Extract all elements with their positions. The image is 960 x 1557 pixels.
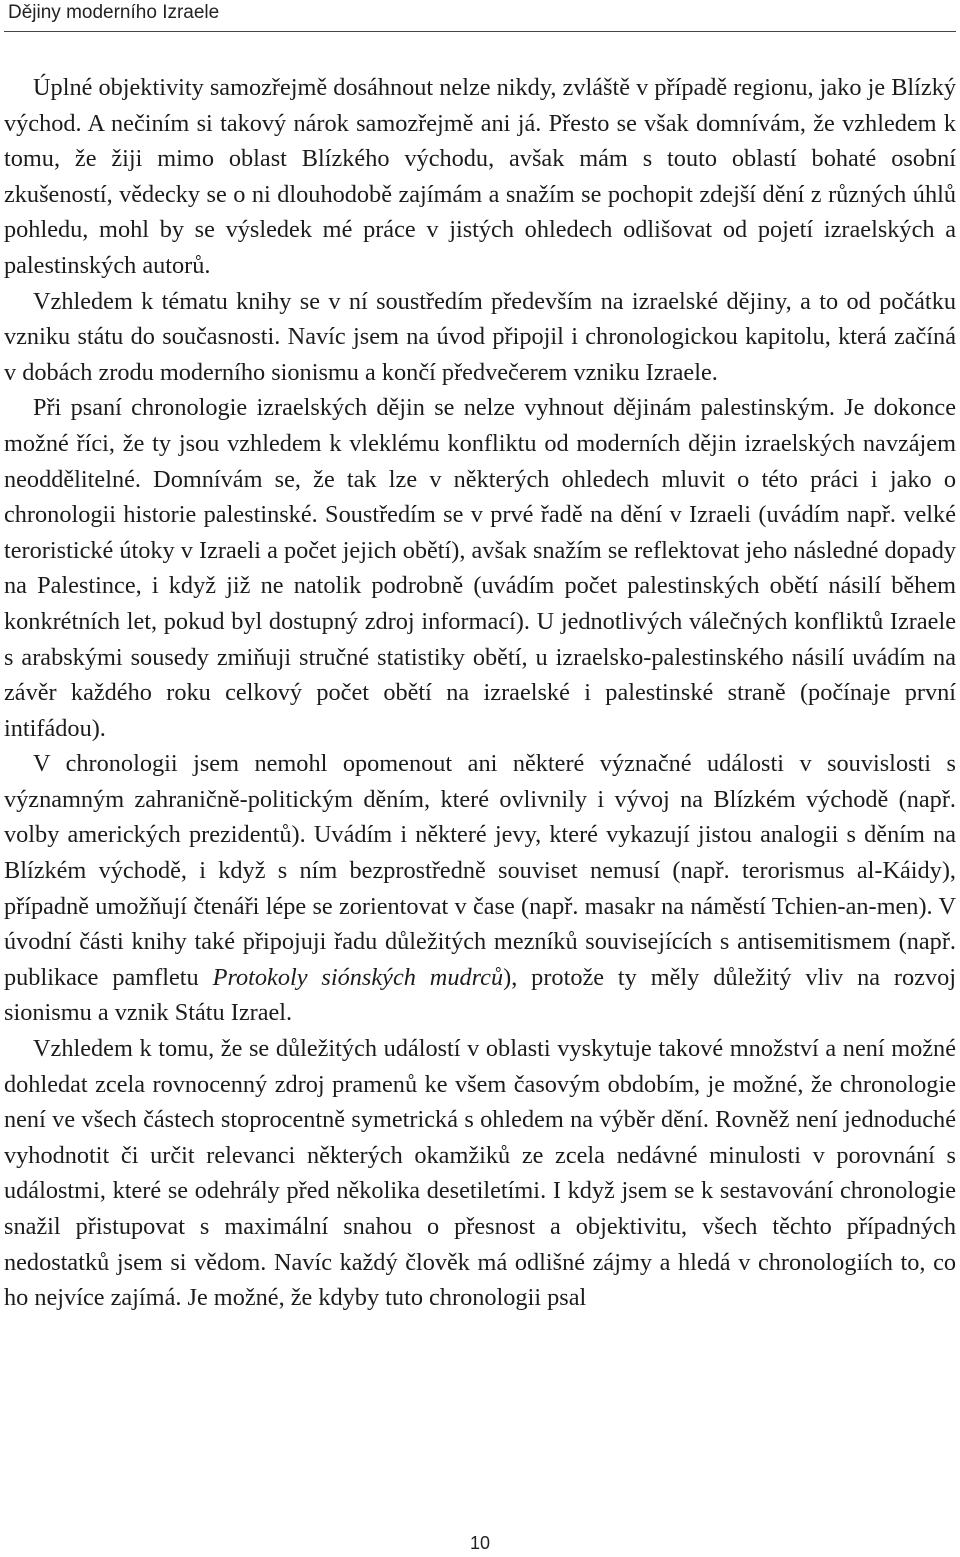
paragraph-3: Při psaní chronologie izraelských dějin se nelze vyhnout dějinám palestinským. Je dokonce možné říci, že ty jsou vzhledem k vleklému konfliktu od moderních dějin izraelských navzájem neoddělitelné. Domnívám se, že tak lze v některých ohledech mluvit o této práci i jako o chronologii historie palestinské. Soustředím se v prvé řadě na dění v Izraeli (uvádím např. velké teroristické útoky v Izraeli a počet jejich obětí), avšak snažím se reflektovat jeho následné dopady na Palestince, i když již ne natolik podrobně (uvádím počet palestinských obětí násilí během konkrétních let, pokud byl dostupný zdroj informací). U jednotlivých válečných konfliktů Izraele s arabskými sousedy zmiňuji stručné statistiky obětí, u izraelsko-palestinského násilí uvádím na závěr každého roku celkový počet obětí na izraelské i palestinské straně (počínaje první intifádou). bbox=[4, 394, 956, 742]
book-title-italic: Protokoly siónských mudrců bbox=[212, 963, 504, 991]
page-body bbox=[4, 70, 956, 1316]
running-header-title: Dějiny moderního Izraele bbox=[8, 2, 220, 23]
paragraph-1: Úplné objektivity samozřejmě dosáhnout nelze nikdy, zvláště v případě regionu, jako je Blízký východ. A nečiním si takový nárok samozřejmě ani já. Přesto se však domnívám, že vzhledem k tomu, že žiji mimo oblast Blízkého východu, avšak mám s touto oblastí bohaté osobní zkušeností, vědecky se o ni dlouhodobě zajímám a snažím se pochopit zdejší dění z různých úhlů pohledu, mohl by se výsledek mé práce v jistých ohledech odlišovat od pojetí izraelských a palestinských autorů. bbox=[4, 74, 956, 279]
paragraph-4-text: V chronologii jsem nemohl opomenout ani některé význačné události v souvislosti s významným zahraničně-politickým děním, které ovlivnily i vývoj na Blízkém východě (např. volby amerických prezidentů). Uvádím i některé jevy, které vykazují jistou analogii s děním na Blízkém východě, i když s ním bezprostředně souviset nemusí (např. terorismus al-Káidy), případně umožňují čtenáři lépe se zorientovat v čase (např. masakr na náměstí Tchien-an-men). V úvodní části knihy také připojuji řadu důležitých mezníků souvisejících s antisemitismem (např. publikace pamfletu bbox=[4, 750, 956, 991]
header-divider bbox=[4, 31, 956, 32]
paragraph-4-text-end: ), protože ty měly důležitý vliv na rozvoj sionismu a vznik Státu Izrael. bbox=[4, 963, 956, 1027]
page-number: 10 bbox=[469, 1533, 491, 1553]
paragraph-5: Vzhledem k tomu, že se důležitých událostí v oblasti vyskytuje takové množství a není možné dohledat zcela rovnocenný zdroj pramenů ke všem časovým obdobím, je možné, že chronologie není ve všech částech stoprocentně symetrická s ohledem na výběr dění. Rovněž není jednoduché vyhodnotit či určit relevanci některých okamžiků ze zcela nedávné minulosti v porovnání s událostmi, které se odehrály před několika desetiletími. I když jsem se k sestavování chronologie snažil přistupovat s maximální snahou o přesnost a objektivitu, všech těchto případných nedostatků jsem si vědom. Navíc každý člověk má odlišné zájmy a hledá v chronologiích to, co ho nejvíce zajímá. Je možné, že kdyby tuto chronologii psal bbox=[4, 1035, 956, 1312]
paragraph-4 bbox=[4, 746, 956, 1031]
paragraph-2: Vzhledem k tématu knihy se v ní soustředím především na izraelské dějiny, a to od počátku vzniku státu do současnosti. Navíc jsem na úvod připojil i chronologickou kapitolu, která začíná v dobách zrodu moderního sionismu a končí předvečerem vzniku Izraele. bbox=[4, 287, 956, 386]
